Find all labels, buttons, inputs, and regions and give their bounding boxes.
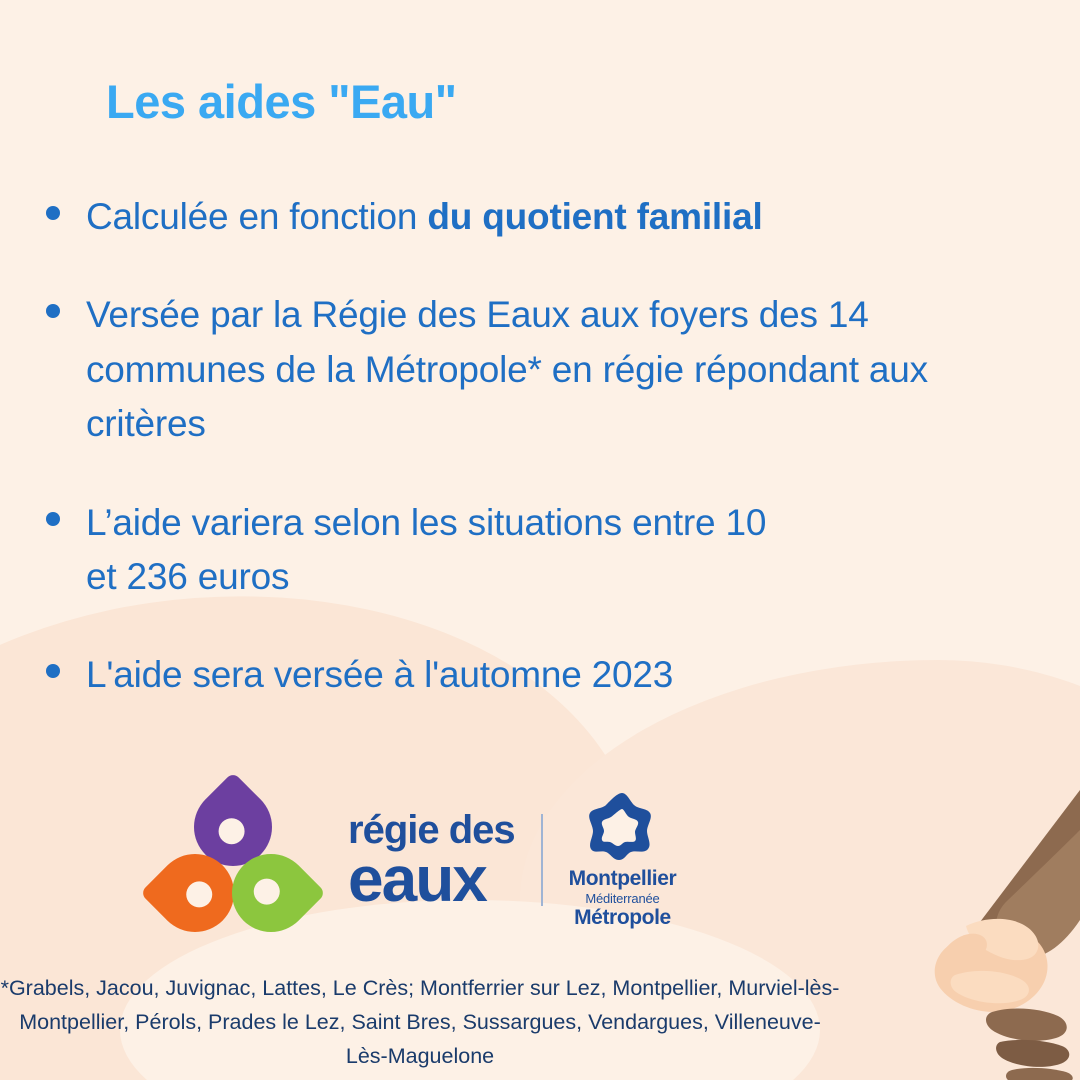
regie-wordmark-line1: régie des [348,807,515,852]
list-item-text [86,190,763,244]
bullet-dot-icon [46,304,60,318]
list-item [46,190,1036,244]
bullet-dot-icon [46,206,60,220]
mmm-label-line3: Métropole [574,905,671,929]
list-item [46,288,1036,451]
list-item [46,496,1036,605]
list-item-text: L'aide sera versée à l'automne 2023 [86,654,674,696]
footnote-text: *Grabels, Jacou, Juvignac, Lattes, Le Crès; Montferrier sur Lez, Montpellier, Murviel-lès-Montpellier, Pérols, Prades le Lez, Saint Bres, Sussargues, Vendargues, Villeneuve-Lès-Maguelone [0,976,840,1068]
page-title: Les aides "Eau" [106,75,457,128]
montpellier-metropole-logo [569,791,677,930]
bullet-list [46,190,1036,747]
list-item-text: L’aide variera selon les situations entre 10 et 236 euros [86,501,767,597]
logo-divider [541,814,543,906]
regie-des-eaux-wordmark [348,807,515,915]
regie-des-eaux-drops-icon [150,780,330,940]
logo-group [150,780,676,940]
bullet-dot-icon [46,512,60,526]
list-item-text-plain: Calculée en fonction [86,196,428,237]
mmm-label-line1: Montpellier [568,866,677,890]
list-item-text: Versée par la Régie des Eaux aux foyers des 14 communes de la Métropole* en régie répondant aux critères [86,294,928,445]
list-item [46,648,1036,702]
list-item-text-bold: du quotient familial [427,196,763,237]
regie-wordmark-line2: eaux [348,842,486,915]
bullet-dot-icon [46,664,60,678]
star-icon [585,791,659,861]
mmm-label-line2: Méditerranée [585,890,660,906]
